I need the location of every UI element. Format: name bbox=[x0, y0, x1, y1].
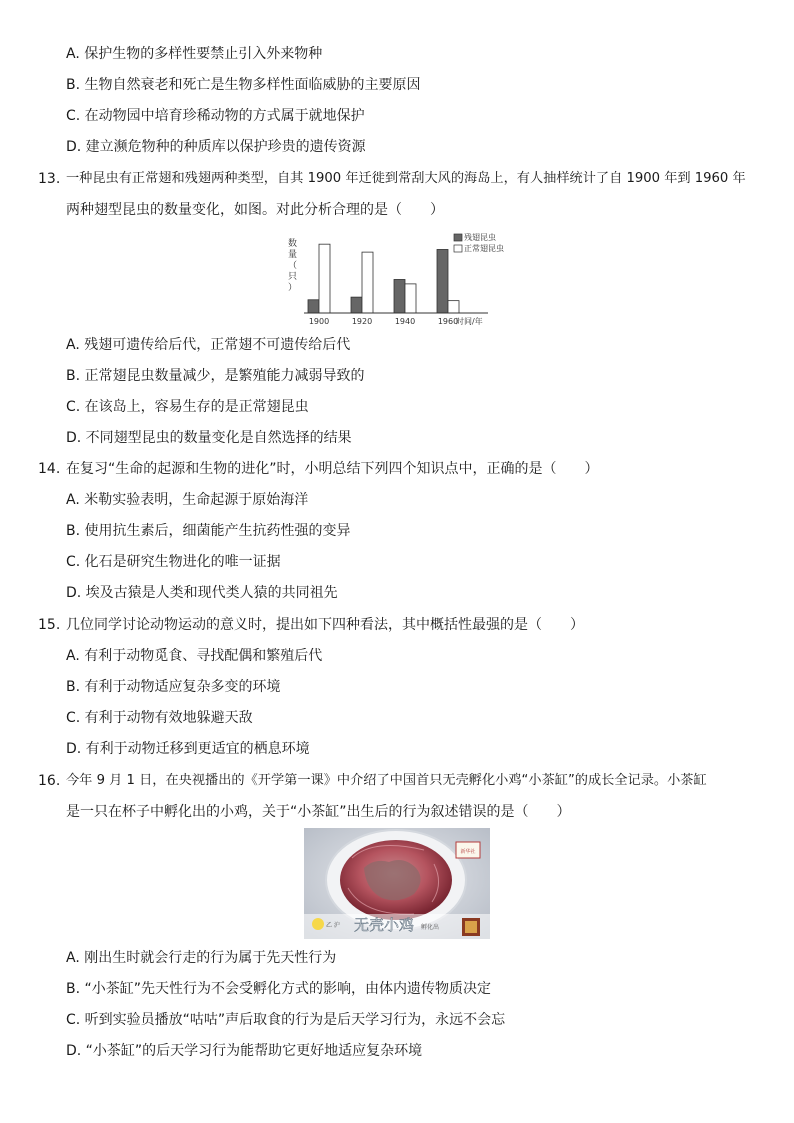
bar-1920-vestigial bbox=[351, 297, 362, 313]
q14-number: 14. bbox=[38, 461, 61, 477]
q14-option-a: A. 米勒实验表明，生命起源于原始海洋 bbox=[66, 492, 309, 508]
caption-small: 孵化出 bbox=[421, 924, 440, 931]
q12-option-b: B. 生物自然衰老和死亡是生物多样性面临威胁的主要原因 bbox=[66, 77, 421, 93]
q15-number: 15. bbox=[38, 617, 61, 633]
q16-option-b: B. “小茶缸”先天性行为不会受孵化方式的影响，由体内遗传物质决定 bbox=[66, 981, 492, 997]
q13-option-d: D. 不同翅型昆虫的数量变化是自然选择的结果 bbox=[66, 430, 352, 446]
q13-number: 13. bbox=[38, 171, 61, 187]
q16-stem-line1: 今年 9 月 1 日，在央视播出的《开学第一课》中介绍了中国首只无壳孵化小鸡“小茶缸”的成长全记录。小茶缸 bbox=[66, 773, 707, 788]
bar-1940-vestigial bbox=[394, 279, 405, 313]
bar-1920-normal bbox=[362, 252, 373, 313]
x-tick-label: 1920 bbox=[351, 317, 373, 326]
station-badge-text: 新华社 bbox=[460, 849, 476, 855]
q13-option-c: C. 在该岛上，容易生存的是正常翅昆虫 bbox=[66, 399, 309, 415]
q12-option-a: A. 保护生物的多样性要禁止引入外来物种 bbox=[66, 46, 323, 62]
q14-stem: 在复习“生命的起源和生物的进化”时，小明总结下列四个知识点中，正确的是（ ） bbox=[66, 461, 599, 477]
caption-main: 无壳小鸡 bbox=[354, 916, 415, 934]
q15-option-d: D. 有利于动物迁移到更适宜的栖息环境 bbox=[66, 741, 310, 757]
q15-option-a: A. 有利于动物觅食、寻找配偶和繁殖后代 bbox=[66, 648, 323, 664]
q16-stem-line2: 是一只在杯子中孵化出的小鸡，关于“小茶缸”出生后的行为叙述错误的是（ ） bbox=[66, 804, 571, 820]
q14-option-c: C. 化石是研究生物进化的唯一证据 bbox=[66, 554, 281, 570]
bar-1900-vestigial bbox=[308, 300, 319, 313]
q13-stem-line2: 两种翅型昆虫的数量变化，如图。对此分析合理的是（ ） bbox=[66, 202, 444, 218]
x-tick-label: 1900 bbox=[308, 317, 330, 326]
q14-option-d: D. 埃及古猿是人类和现代类人猿的共同祖先 bbox=[66, 585, 338, 601]
q15-stem: 几位同学讨论动物运动的意义时，提出如下四种看法，其中概括性最强的是（ ） bbox=[66, 617, 584, 633]
x-tick-label: 1940 bbox=[394, 317, 416, 326]
insect-population-chart bbox=[278, 228, 518, 328]
corner-logo-inner bbox=[465, 921, 477, 933]
q12-option-d: D. 建立濒危物种的种质库以保护珍贵的遗传资源 bbox=[66, 139, 366, 155]
bar-1940-normal bbox=[405, 284, 416, 313]
q16-option-c: C. 听到实验员播放“咕咕”声后取食的行为是后天学习行为，永远不会忘 bbox=[66, 1012, 506, 1028]
chart-svg bbox=[278, 228, 518, 328]
bar-1960-vestigial bbox=[437, 249, 448, 313]
q14-option-b: B. 使用抗生素后，细菌能产生抗药性强的变异 bbox=[66, 523, 351, 539]
q16-number: 16. bbox=[38, 773, 61, 789]
chick-in-cup-photo bbox=[304, 828, 490, 939]
caption-prefix: 乙 沪 bbox=[326, 922, 340, 929]
legend-label: 残翅昆虫 bbox=[464, 233, 496, 242]
legend-swatch bbox=[454, 234, 462, 241]
legend-swatch bbox=[454, 245, 462, 252]
y-axis-label bbox=[288, 237, 297, 293]
q16-option-a: A. 刚出生时就会行走的行为属于先天性行为 bbox=[66, 950, 337, 966]
q13-option-b: B. 正常翅昆虫数量减少，是繁殖能力减弱导致的 bbox=[66, 368, 365, 384]
y-axis-label-text: 数量（只） bbox=[288, 239, 298, 293]
q16-option-d: D. “小茶缸”的后天学习行为能帮助它更好地适应复杂环境 bbox=[66, 1043, 423, 1059]
q13-option-a: A. 残翅可遗传给后代，正常翅不可遗传给后代 bbox=[66, 337, 351, 353]
q12-option-c: C. 在动物园中培育珍稀动物的方式属于就地保护 bbox=[66, 108, 365, 124]
x-axis-label: 时间/年 bbox=[456, 317, 483, 326]
legend-label: 正常翅昆虫 bbox=[464, 244, 504, 253]
q15-option-c: C. 有利于动物有效地躲避天敌 bbox=[66, 710, 253, 726]
q15-option-b: B. 有利于动物适应复杂多变的环境 bbox=[66, 679, 281, 695]
bar-1900-normal bbox=[319, 244, 330, 313]
photo-illustration bbox=[304, 828, 490, 939]
x-tick-label: 1960 bbox=[437, 317, 459, 326]
q13-stem-line1: 一种昆虫有正常翅和残翅两种类型，自其 1900 年迁徙到常刮大风的海岛上，有人抽样统计了自 1900 年到 1960 年 bbox=[66, 171, 746, 186]
chick-sticker-icon bbox=[312, 918, 324, 930]
bar-1960-normal bbox=[448, 301, 459, 313]
